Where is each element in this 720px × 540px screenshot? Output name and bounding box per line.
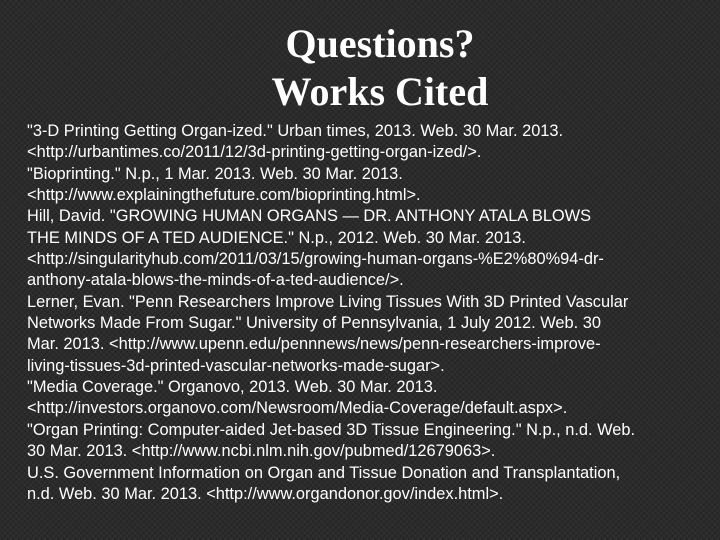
citation-line: "Media Coverage." Organovo, 2013. Web. 30 Mar. 2013. [27, 378, 438, 397]
citation-line: "Organ Printing: Computer-aided Jet-based 3D Tissue Engineering." N.p., n.d. Web. [27, 420, 636, 439]
works-cited-list [27, 121, 699, 505]
citation-6 [27, 420, 699, 463]
citation-line: n.d. Web. 30 Mar. 2013. <http://www.organdonor.gov/index.html>. [27, 484, 504, 503]
title-line-questions: Questions? [285, 21, 475, 66]
citation-2 [27, 164, 699, 207]
citation-line: THE MINDS OF A TED AUDIENCE." N.p., 2012. Web. 30 Mar. 2013. [27, 228, 526, 247]
citation-line: Mar. 2013. <http://www.upenn.edu/pennnews/news/penn-researchers-improve- [27, 335, 601, 354]
citation-line: Networks Made From Sugar." University of Pennsylvania, 1 July 2012. Web. 30 [27, 314, 601, 333]
citation-line: <http://investors.organovo.com/Newsroom/Media-Coverage/default.aspx>. [27, 399, 568, 418]
citation-line: <http://urbantimes.co/2011/12/3d-printing-getting-organ-ized/>. [27, 143, 482, 162]
citation-line: "3-D Printing Getting Organ-ized." Urban times, 2013. Web. 30 Mar. 2013. [27, 122, 564, 140]
citation-5 [27, 377, 699, 420]
citation-line: U.S. Government Information on Organ and Tissue Donation and Transplantation, [27, 463, 621, 482]
citation-line: Lerner, Evan. "Penn Researchers Improve Living Tissues With 3D Printed Vascular [27, 292, 629, 311]
citation-3 [27, 206, 699, 291]
citation-4 [27, 292, 699, 377]
citation-line: Hill, David. "GROWING HUMAN ORGANS — DR. ANTHONY ATALA BLOWS [27, 207, 592, 226]
title-line-works-cited: Works Cited [271, 69, 489, 114]
citation-7 [27, 463, 699, 506]
slide-title [0, 20, 720, 116]
citation-line: anthony-atala-blows-the-minds-of-a-ted-audience/>. [27, 271, 404, 290]
citation-1 [27, 121, 699, 164]
citation-line: "Bioprinting." N.p., 1 Mar. 2013. Web. 30 Mar. 2013. [27, 164, 403, 183]
citation-line: 30 Mar. 2013. <http://www.ncbi.nlm.nih.gov/pubmed/12679063>. [27, 442, 496, 461]
citation-line: <http://www.explainingthefuture.com/bioprinting.html>. [27, 186, 421, 205]
citation-line: <http://singularityhub.com/2011/03/15/growing-human-organs-%E2%80%94-dr- [27, 250, 604, 269]
citation-line: living-tissues-3d-printed-vascular-networks-made-sugar>. [27, 356, 445, 375]
